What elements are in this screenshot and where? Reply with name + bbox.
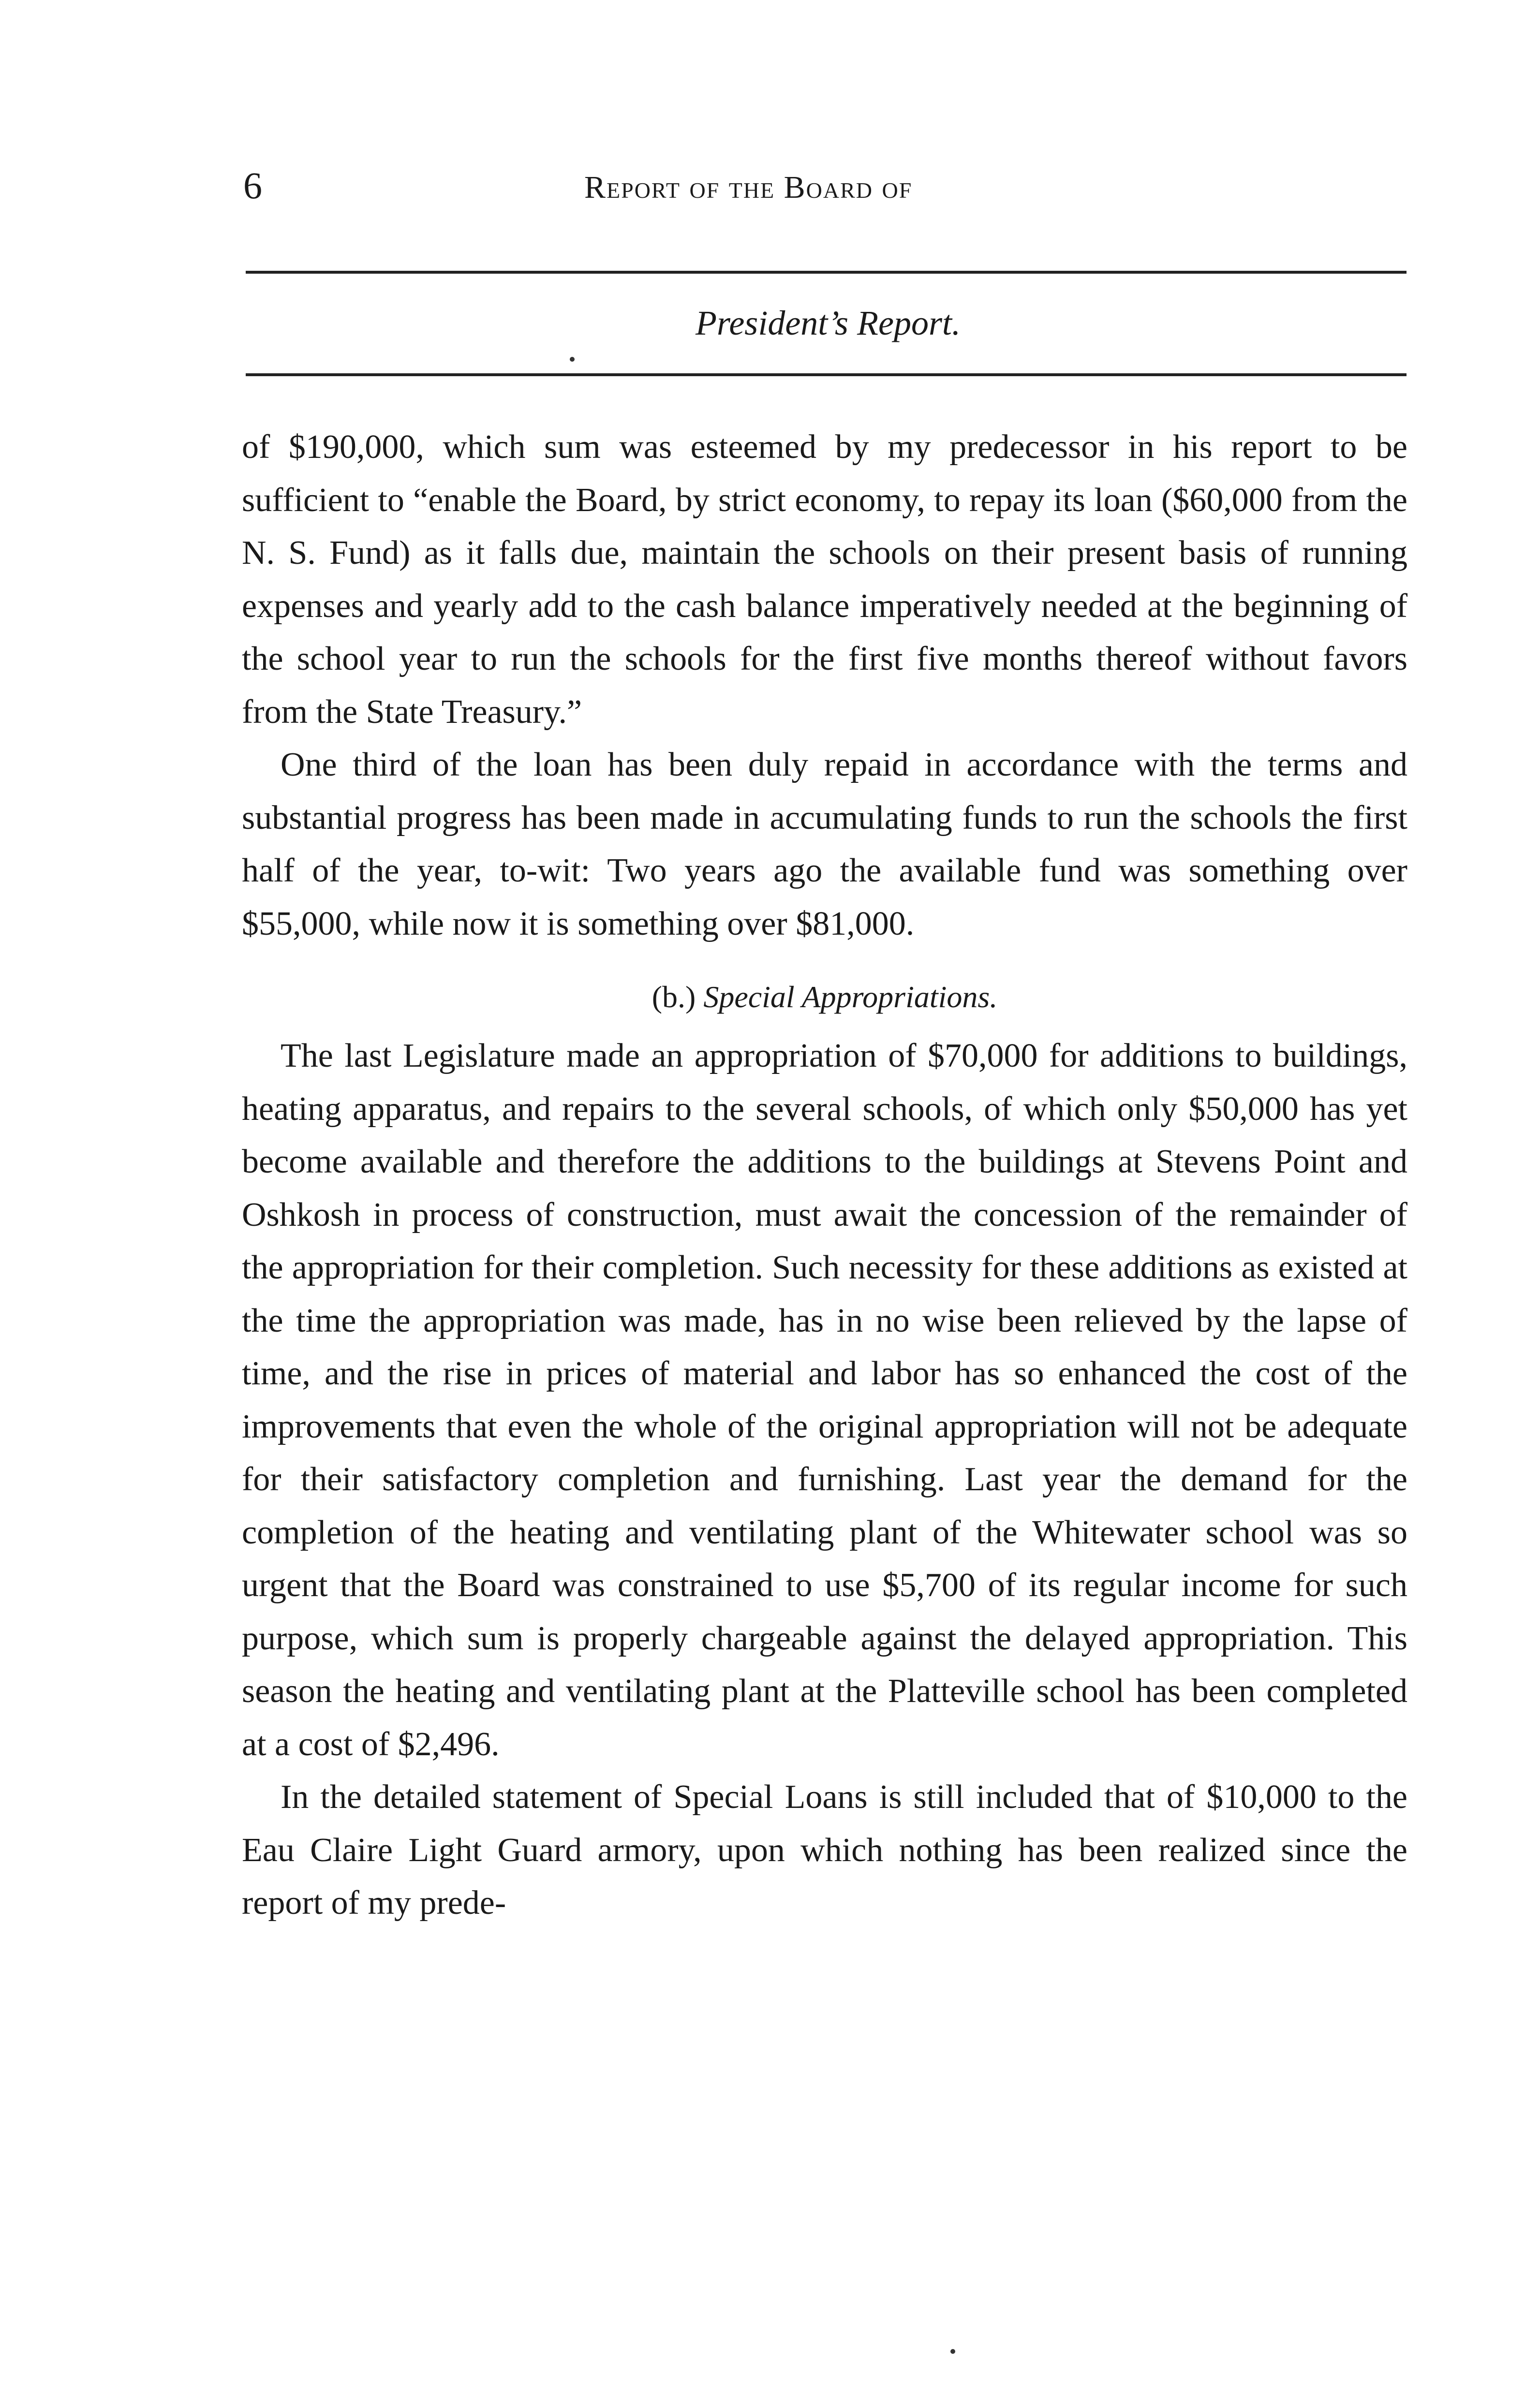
page-number: 6 — [243, 164, 262, 206]
section-title: President’s Report. — [696, 304, 961, 342]
paragraph: One third of the loan has been duly repaid in accordance with the terms and substantial progress has been made in accumulating funds to run the schools the first half of the year, to-wit: Two years ago the available fund was something over $55,000, while now it is something over $81,000. — [242, 746, 1407, 942]
running-head: Report of the Board of — [584, 170, 913, 205]
subheading — [242, 975, 1407, 1019]
paragraph: The last Legislature made an appropriation of $70,000 for additions to buildings, heating apparatus, and repairs to the several schools, of which only $50,000 has yet become available and therefore the additions to the buildings at Stevens Point and Oshkosh in process of construction, must await the concession of the remainder of the appropriation for their completion. Such necessity for these additions as existed at the time the appropriation was made, has in no wise been relieved by the lapse of time, and the rise in prices of material and labor has so enhanced the cost of the improvements that even the whole of the original appropriation will not be adequate for their satisfactory completion and furnishing. Last year the demand for the completion of the heating and ventilating plant of the Whitewater school was so urgent that the Board was constrained to use $5,700 of its regular income for such purpose, which sum is properly chargeable against the delayed appropriation. This season the heating and ventilating plant at the Platteville school has been completed at a cost of $2,496. — [242, 1037, 1407, 1763]
subheading-title: Special Appropriations. — [703, 980, 998, 1014]
ink-speck — [950, 2349, 955, 2354]
header-rule-bottom — [246, 373, 1407, 376]
subheading-label: (b.) — [652, 980, 696, 1014]
paragraph: In the detailed statement of Special Loans is still included that of $10,000 to the Eau Claire Light Guard armory, upon which nothing has been realized since the report of my prede- — [242, 1778, 1407, 1922]
body-text — [242, 421, 1407, 1930]
paragraph: of $190,000, which sum was esteemed by my predecessor in his report to be sufficient to “enable the Board, by strict economy, to repay its loan ($60,000 from the N. S. Fund) as it falls due, maintain the schools on their present basis of running expenses and yearly add to the cash balance imperatively needed at the beginning of the school year to run the schools for the first five months thereof without favors from the State Treasury.” — [242, 428, 1407, 731]
ink-speck — [570, 357, 575, 362]
header-rule-top — [246, 271, 1407, 274]
